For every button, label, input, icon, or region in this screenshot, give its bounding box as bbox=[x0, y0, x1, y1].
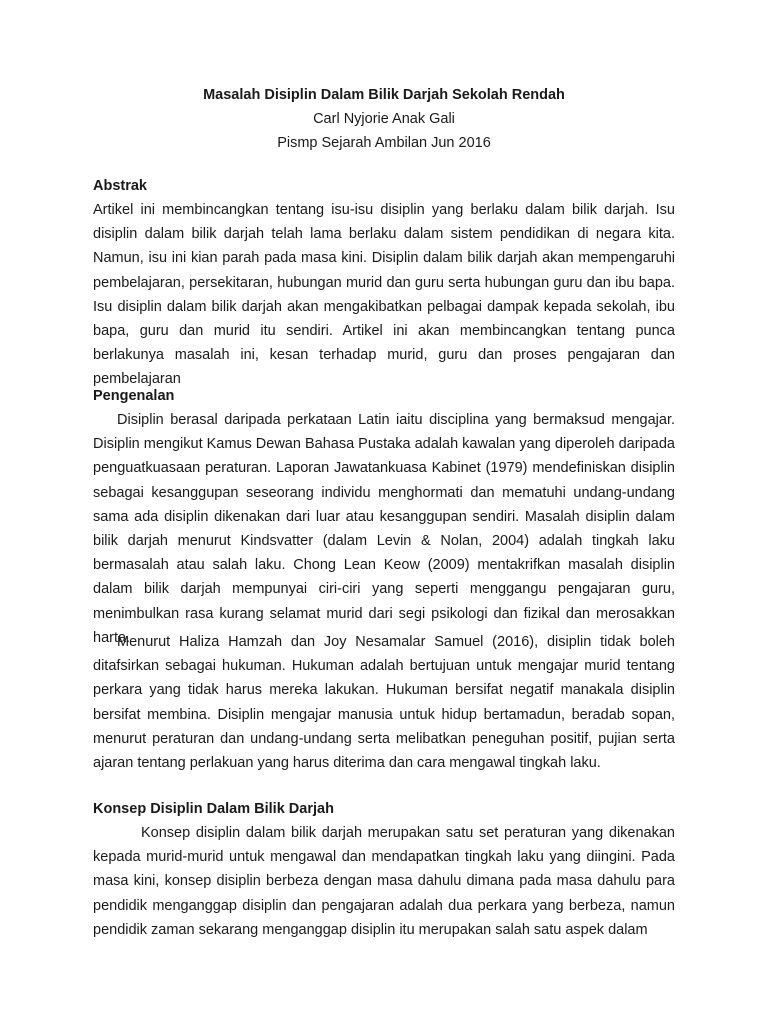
abstract-section bbox=[93, 174, 675, 392]
author-affiliation: Pismp Sejarah Ambilan Jun 2016 bbox=[277, 135, 491, 151]
introduction-section bbox=[93, 384, 675, 650]
introduction-paragraph-1: Disiplin berasal daripada perkataan Latin iaitu disciplina yang bermaksud mengajar. Disiplin mengikut Kamus Dewan Bahasa Pustaka adalah kawalan yang diperoleh daripada penguatkuasaan peraturan. Laporan Jawatankuasa Kabinet (1979) mendefiniskan disiplin sebagai kesanggupan seseorang individu menghormati dan mematuhi undang-undang sama ada disiplin dikenakan dari luar atau kesanggupan sendiri. Masalah disiplin dalam bilik darjah menurut Kindsvatter (dalam Levin & Nolan, 2004) adalah tingkah laku bermasalah atau salah laku. Chong Lean Keow (2009) mentakrifkan masalah disiplin dalam bilik darjah mempunyai ciri-ciri yang seperti menggangu pengajaran guru, menimbulkan rasa kurang selamat murid dari segi psikologi dan fizikal dan merosakkan harta. bbox=[93, 412, 675, 646]
concept-paragraph-1: Konsep disiplin dalam bilik darjah merupakan satu set peraturan yang dikenakan kepada murid-murid untuk mengawal dan mendapatkan tingkah laku yang diingini. Pada masa kini, konsep disiplin berbeza dengan masa dahulu dimana pada masa dahulu para pendidik menganggap disiplin dan pengajaran adalah dua perkara yang berbeza, namun pendidik zaman sekarang menganggap disiplin itu merupakan salah satu aspek dalam bbox=[93, 825, 675, 938]
author-name: Carl Nyjorie Anak Gali bbox=[313, 111, 455, 127]
document-title: Masalah Disiplin Dalam Bilik Darjah Sekolah Rendah bbox=[203, 87, 565, 103]
introduction-paragraph-2-block bbox=[93, 630, 675, 775]
document-header bbox=[0, 83, 768, 155]
concept-heading: Konsep Disiplin Dalam Bilik Darjah bbox=[93, 801, 334, 817]
introduction-paragraph-2: Menurut Haliza Hamzah dan Joy Nesamalar Samuel (2016), disiplin tidak boleh ditafsirkan sebagai hukuman. Hukuman adalah bertujuan untuk mengajar murid tentang perkara yang tidak harus mereka lakukan. Hukuman bersifat negatif manakala disiplin bersifat membina. Disiplin mengajar manusia untuk hidup bertamadun, beradab sopan, menurut peraturan dan undang-undang serta melibatkan peneguhan positif, pujian serta ajaran tentang perlakuan yang harus diterima dan cara mengawal tingkah laku. bbox=[93, 634, 675, 772]
abstract-heading: Abstrak bbox=[93, 178, 147, 194]
abstract-text: Artikel ini membincangkan tentang isu-isu disiplin yang berlaku dalam bilik darjah. Isu disiplin dalam bilik darjah telah lama berlaku dalam sistem pendidikan di negara kita. Namun, isu ini kian parah pada masa kini. Disiplin dalam bilik darjah akan mempengaruhi pembelajaran, persekitaran, hubungan murid dan guru serta hubungan guru dan ibu bapa. Isu disiplin dalam bilik darjah akan mengakibatkan pelbagai dampak kepada sekolah, ibu bapa, guru dan murid itu sendiri. Artikel ini akan membincangkan tentang punca berlakunya masalah ini, kesan terhadap murid, guru dan proses pengajaran dan pembelajaran bbox=[93, 202, 675, 388]
introduction-heading: Pengenalan bbox=[93, 388, 175, 404]
concept-section bbox=[93, 797, 675, 942]
